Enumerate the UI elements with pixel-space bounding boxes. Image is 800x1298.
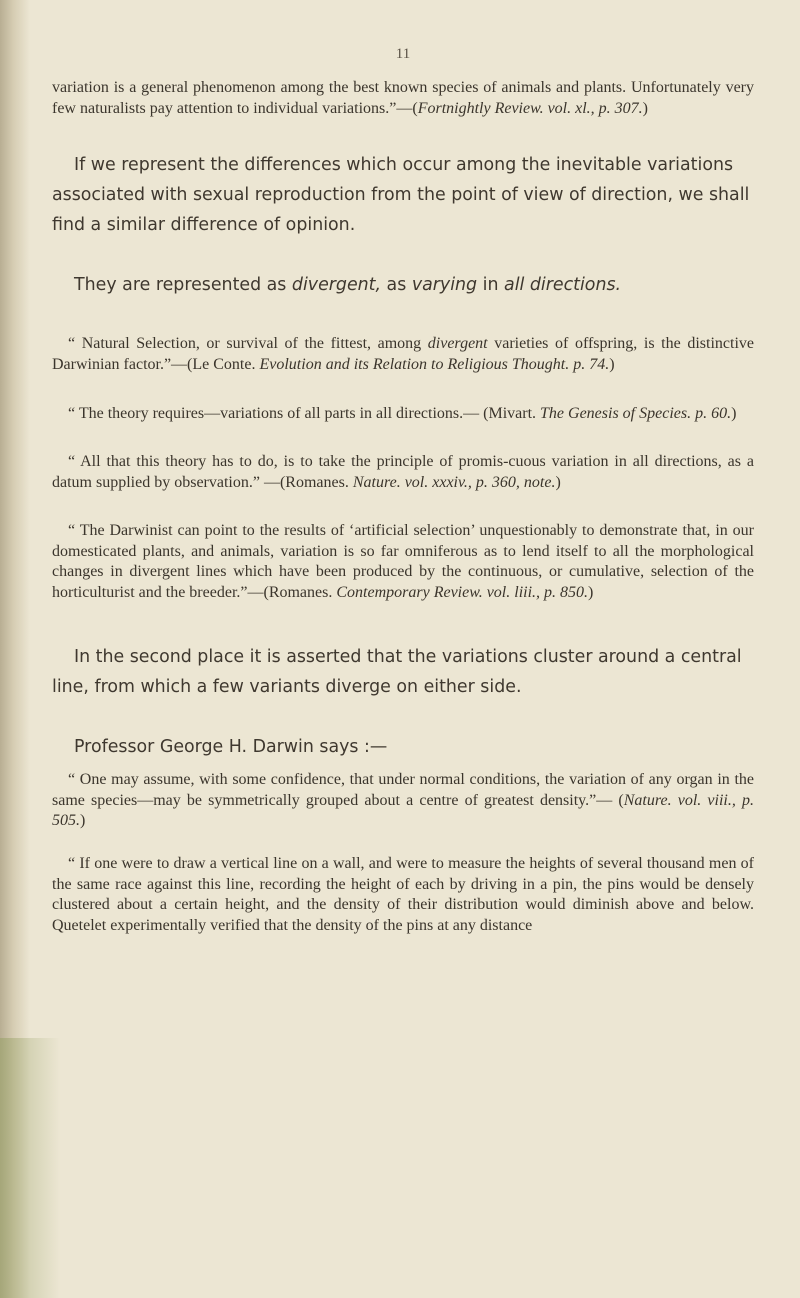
paragraph-text: variation is a general phenomenon among the best known species of animals and plants. Unfortunately very few naturalists pay attention to individual variations.”—(: [52, 79, 754, 117]
citation-close: ): [609, 355, 615, 373]
quote-text: “ One may assume, with some confidence, that under normal conditions, the variation of any organ in the same species—may be symmetrically grouped about a centre of greatest density.”— (: [52, 771, 754, 809]
paragraph-divergent-statement: [52, 270, 754, 300]
paragraph-directions-intro: If we represent the differences which occur among the inevitable variations associated with sexual reproduction from the point of view of direction, we shall find a similar difference of opinion.: [52, 155, 750, 235]
paragraph-text: in: [477, 275, 505, 295]
quote-le-conte: [52, 334, 754, 375]
quote-text: “ Natural Selection, or survival of the fittest, among: [68, 335, 428, 352]
citation-close: ): [588, 583, 594, 601]
quote-darwin: [52, 770, 754, 832]
citation-close: ): [642, 99, 648, 117]
paragraph-continuation: [52, 78, 754, 119]
page-stain: [0, 1038, 60, 1298]
citation-source: Evolution and its Relation to Religious Thought. p. 74.: [259, 355, 610, 373]
quote-text: “ The theory requires—variations of all parts in all directions.— (Mivart.: [68, 405, 541, 422]
quote-text: varieties of offspring, is the distinctive Darwinian factor.”—(Le Conte.: [52, 335, 754, 373]
page-number: 11: [395, 46, 411, 62]
emphasis-all-directions: all directions.: [504, 275, 622, 295]
citation-source: The Genesis of Species. p. 60.: [540, 405, 732, 422]
quote-romanes-contemporary: [52, 521, 754, 603]
emphasis-divergent: divergent: [427, 335, 488, 352]
citation-close: ): [731, 405, 737, 422]
emphasis-divergent: divergent,: [291, 275, 382, 295]
paragraph-text: as: [381, 275, 412, 295]
quote-romanes-nature: [52, 452, 754, 493]
paragraph-text: They are represented as: [74, 275, 292, 295]
emphasis-varying: varying: [411, 275, 478, 295]
citation-source: Nature. vol. xxxiv., p. 360, note.: [352, 473, 556, 491]
quote-quetelet-pins: “ If one were to draw a vertical line on a wall, and were to measure the heights of several thousand men of the same race against this line, recording the height of each by driving in a pin, the pins would be densely clustered about a certain height, and the density of their distribution would diminish above and below. Quetelet experimentally verified that the density of the pins at any distance: [52, 855, 754, 934]
citation-source: Fortnightly Review. vol. xl., p. 307.: [417, 99, 643, 117]
paragraph-central-line: In the second place it is asserted that the variations cluster around a central line, from which a few variants diverge on either side.: [52, 647, 742, 697]
citation-close: ): [555, 473, 561, 491]
paragraph-darwin-intro: Professor George H. Darwin says :—: [74, 737, 388, 757]
quote-mivart: [52, 404, 754, 425]
citation-source: Nature. vol. viii., p. 505.: [52, 791, 754, 829]
citation-source: Contemporary Review. vol. liii., p. 850.: [336, 583, 589, 601]
citation-close: ): [80, 812, 86, 829]
quote-text: “ The Darwinist can point to the results of ‘artificial selection’ unquestionably to demonstrate that, in our domesticated plants, and animals, variation is so far omniferous as to lend itself to all the morphological changes in divergent lines which have been produced by the continuous, or cumulative, selection of the horticulturist and the breeder.”—(Romanes.: [52, 522, 754, 601]
quote-text: “ All that this theory has to do, is to take the principle of promis-cuous variation in all directions, as a datum supplied by observation.” —(Romanes.: [52, 453, 754, 491]
